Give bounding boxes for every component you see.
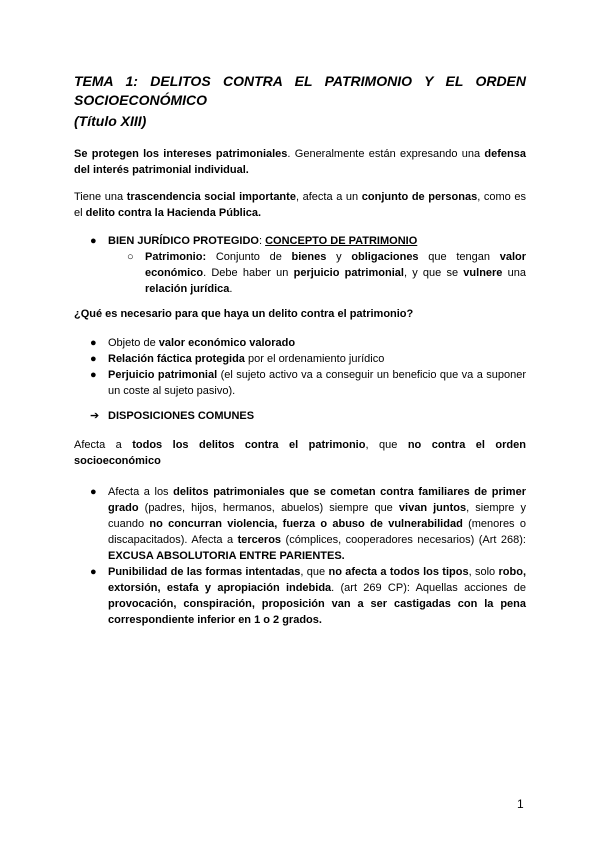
disposiciones-comunes-label: DISPOSICIONES COMUNES [108,410,255,422]
sub-i: perjuicio patrimonial [293,267,404,279]
sub-b: Conjunto de [206,251,292,263]
req1-a: Objeto de [108,337,159,349]
c1-c: (padres, hijos, hermanos, abuelos) siempre que [138,502,399,514]
p3-a: Afecta a [74,439,133,451]
p2-text-a: Tiene una [74,191,127,203]
paragraph-intereses [74,146,526,178]
c2-a: Punibilidad de las formas intentadas [108,566,301,578]
bullet-icon: ● [90,353,97,365]
bullet-icon: ● [90,235,97,247]
paragraph-afecta [74,437,526,469]
sub-l: una [502,267,526,279]
p3-d: no contra el orden socioeconómico [74,439,526,467]
bien-juridico-label: BIEN JURÍDICO PROTEGIDO [108,235,259,247]
bien-colon: : [258,235,266,247]
p2-bold-b: trascendencia social importante [126,191,296,203]
req3-b: (el sujeto activo va a conseguir un beneficio que va a suponer un coste al sujeto pasivo). [108,369,526,397]
arrow-right-icon: ➔ [90,410,100,422]
c1-f: no concurran violencia, fuerza o abuso de vulnerabilidad [149,518,463,530]
bullet-icon: ● [90,566,97,578]
req3-a: Perjuicio patrimonial [108,369,218,381]
title-line-2: SOCIOECONÓMICO [74,92,208,108]
sub-d: y [326,251,352,263]
c2-f: . (art 269 CP): Aquellas acciones de [331,582,526,594]
c2-d: , solo [468,566,499,578]
req1-b: valor económico valorado [158,337,296,349]
c1-j: EXCUSA ABSOLUTORIA ENTRE PARIENTES. [108,550,345,562]
disposiciones-list [90,408,526,424]
c1-g: (menores o discapacitados). Afecta a [108,518,526,546]
c1-b: delitos patrimoniales que se cometan contra familiares de primer grado [108,486,526,514]
p1-text-b: . Generalmente están expresando una [287,148,485,160]
list-item [127,249,526,297]
common-provisions-list [90,484,526,628]
p3-c: , que [365,439,408,451]
req2-b: por el ordenamiento jurídico [244,353,385,365]
c1-e: , siempre y cuando [108,502,526,530]
list-item [90,564,526,628]
sub-g: valor económico [145,251,526,279]
c1-a: Afecta a los [108,486,174,498]
list-item [90,351,526,367]
p1-bold-c: defensa del interés patrimonial individual. [74,148,526,176]
p2-text-c: , afecta a un [295,191,362,203]
sub-m: relación jurídica [145,283,230,295]
p3-b: todos los delitos contra el patrimonio [132,439,366,451]
sub-f: que tengan [418,251,500,263]
c1-i: (cómplices, cooperadores necesarios) (Art 268): [281,534,526,546]
c1-h: terceros [237,534,282,546]
concepto-patrimonio: CONCEPTO DE PATRIMONIO [265,235,418,247]
bullet-icon: ● [90,486,97,498]
paragraph-trascendencia [74,189,526,221]
p2-bold-f: delito contra la Hacienda Pública. [85,207,262,219]
p2-bold-d: conjunto de personas [361,191,478,203]
sub-a: Patrimonio: [145,251,207,263]
list-item [90,233,526,249]
list-item [90,484,526,564]
c2-e: robo, extorsión, estafa y apropiación indebida [108,566,526,594]
sub-c: bienes [291,251,327,263]
title-line-1: TEMA 1: DELITOS CONTRA EL PATRIMONIO Y EL ORDEN [74,73,526,89]
c2-g: provocación, conspiración, proposición van a ser castigadas con la pena correspondiente inferior en 1 o 2 grados. [108,598,526,626]
p1-bold-a: Se protegen los intereses patrimoniales [74,148,288,160]
sub-h: . Debe haber un [203,267,294,279]
sub-e: obligaciones [351,251,419,263]
bien-juridico-list [90,233,526,249]
sub-n: . [229,283,233,295]
patrimonio-sublist [127,249,526,297]
c2-b: , que [300,566,329,578]
sub-j: , y que se [403,267,464,279]
sub-k: vulnere [463,267,503,279]
document-title [74,72,526,110]
question-heading: ¿Qué es necesario para que haya un delito contra el patrimonio? [74,308,414,320]
list-item [90,367,526,399]
bullet-icon: ● [90,337,97,349]
circle-bullet-icon: ○ [127,251,134,263]
req2-a: Relación fáctica protegida [108,353,245,365]
list-item [90,408,526,424]
bullet-icon: ● [90,369,97,381]
document-subtitle: (Título XIII) [74,113,147,129]
c1-d: vivan juntos [398,502,467,514]
requisitos-list [90,335,526,399]
list-item [90,335,526,351]
page-number: 1 [517,797,524,811]
c2-c: no afecta a todos los tipos [328,566,469,578]
p2-text-e: , como es el [74,191,527,219]
